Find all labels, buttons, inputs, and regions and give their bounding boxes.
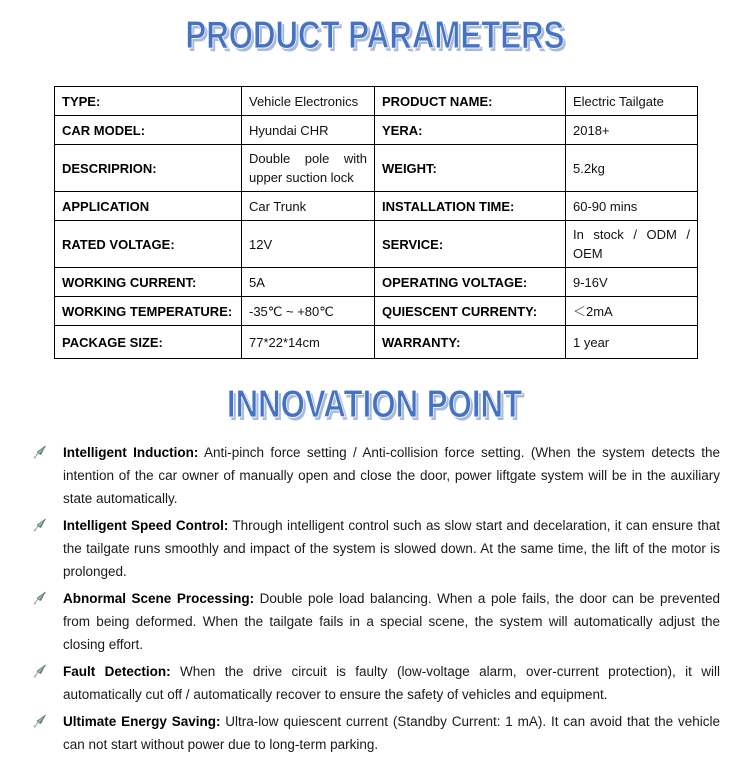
innovation-point-header bbox=[0, 385, 750, 424]
innovation-item-text bbox=[63, 441, 720, 510]
table-row bbox=[55, 268, 698, 297]
param-label-cell: YERA: bbox=[375, 116, 566, 145]
dart-icon bbox=[32, 587, 63, 606]
param-label-cell: RATED VOLTAGE: bbox=[55, 221, 242, 268]
param-value-cell: Hyundai CHR bbox=[242, 116, 375, 145]
param-value-cell: Vehicle Electronics bbox=[242, 87, 375, 116]
param-label-cell: WEIGHT: bbox=[375, 145, 566, 192]
innovation-item-term: Intelligent Induction: bbox=[63, 445, 199, 460]
table-row bbox=[55, 145, 698, 192]
innovation-item-term: Intelligent Speed Control: bbox=[63, 518, 229, 533]
innovation-item-text bbox=[63, 587, 720, 656]
param-label-cell: WORKING CURRENT: bbox=[55, 268, 242, 297]
innovation-item-term: Ultimate Energy Saving: bbox=[63, 714, 221, 729]
innovation-item-body: Through intelligent control such as slow start and decelaration, it can ensure that the tailgate runs smoothly and impact of the system is slowed down. At the same time, the lift of the motor is prolonged. bbox=[63, 518, 720, 579]
list-item bbox=[32, 441, 720, 510]
innovation-item-body: When the drive circuit is faulty (low-voltage alarm, over-current protection), it will automatically cut off / automatically recover to ensure the safety of vehicles and equipment. bbox=[63, 664, 720, 702]
param-value-cell: 2018+ bbox=[566, 116, 698, 145]
param-label-cell: DESCRIPRION: bbox=[55, 145, 242, 192]
innovation-item-term: Fault Detection: bbox=[63, 664, 171, 679]
param-label-cell: OPERATING VOLTAGE: bbox=[375, 268, 566, 297]
section-title: INNOVATION POINT bbox=[227, 383, 523, 426]
table-row bbox=[55, 297, 698, 326]
param-value-cell: Car Trunk bbox=[242, 192, 375, 221]
innovation-item-text bbox=[63, 710, 720, 756]
param-value-cell: 5.2kg bbox=[566, 145, 698, 192]
innovation-item-body: Ultra-low quiescent current (Standby Current: 1 mA). It can avoid that the vehicle can not start without power due to long-term parking. bbox=[63, 714, 720, 752]
innovation-item-text bbox=[63, 514, 720, 583]
dart-icon bbox=[32, 514, 63, 533]
table-row bbox=[55, 116, 698, 145]
param-value-cell: 1 year bbox=[566, 326, 698, 359]
param-label-cell: INSTALLATION TIME: bbox=[375, 192, 566, 221]
param-label-cell: APPLICATION bbox=[55, 192, 242, 221]
param-value-cell: ＜2mA bbox=[566, 297, 698, 326]
list-item bbox=[32, 587, 720, 656]
param-value-cell: Electric Tailgate bbox=[566, 87, 698, 116]
innovation-item-body: Double pole load balancing. When a pole fails, the door can be prevented from being deformed. When the tailgate fails in a special scene, the system will automatically adjust the closing effort. bbox=[63, 591, 720, 652]
table-row bbox=[55, 221, 698, 268]
table-row bbox=[55, 192, 698, 221]
param-value-cell: 5A bbox=[242, 268, 375, 297]
page-title: PRODUCT PARAMETERS bbox=[185, 14, 565, 57]
param-label-cell: TYPE: bbox=[55, 87, 242, 116]
param-value-cell: Double pole with upper suction lock bbox=[242, 145, 375, 192]
param-label-cell: SERVICE: bbox=[375, 221, 566, 268]
list-item bbox=[32, 660, 720, 706]
param-value-cell: 9-16V bbox=[566, 268, 698, 297]
innovation-list bbox=[32, 441, 720, 756]
param-value-cell: 12V bbox=[242, 221, 375, 268]
param-label-cell: CAR MODEL: bbox=[55, 116, 242, 145]
param-value-cell: -35℃ ~ +80℃ bbox=[242, 297, 375, 326]
param-label-cell: WARRANTY: bbox=[375, 326, 566, 359]
dart-icon bbox=[32, 441, 63, 460]
innovation-item-text bbox=[63, 660, 720, 706]
param-label-cell: QUIESCENT CURRENTY: bbox=[375, 297, 566, 326]
param-value-cell: 77*22*14cm bbox=[242, 326, 375, 359]
list-item bbox=[32, 514, 720, 583]
dart-icon bbox=[32, 660, 63, 679]
list-item bbox=[32, 710, 720, 756]
innovation-item-term: Abnormal Scene Processing: bbox=[63, 591, 255, 606]
product-parameters-header bbox=[0, 16, 750, 55]
param-value-cell: 60-90 mins bbox=[566, 192, 698, 221]
param-label-cell: WORKING TEMPERATURE: bbox=[55, 297, 242, 326]
table-row bbox=[55, 87, 698, 116]
param-label-cell: PACKAGE SIZE: bbox=[55, 326, 242, 359]
parameters-table bbox=[54, 86, 698, 359]
dart-icon bbox=[32, 710, 63, 729]
innovation-item-body: Anti-pinch force setting / Anti-collision force setting. (When the system detects the intention of the car owner of manually open and close the door, power liftgate system will be in the auxiliary state automatically. bbox=[63, 445, 721, 506]
param-value-cell: In stock / ODM / OEM bbox=[566, 221, 698, 268]
param-label-cell: PRODUCT NAME: bbox=[375, 87, 566, 116]
table-row bbox=[55, 326, 698, 359]
